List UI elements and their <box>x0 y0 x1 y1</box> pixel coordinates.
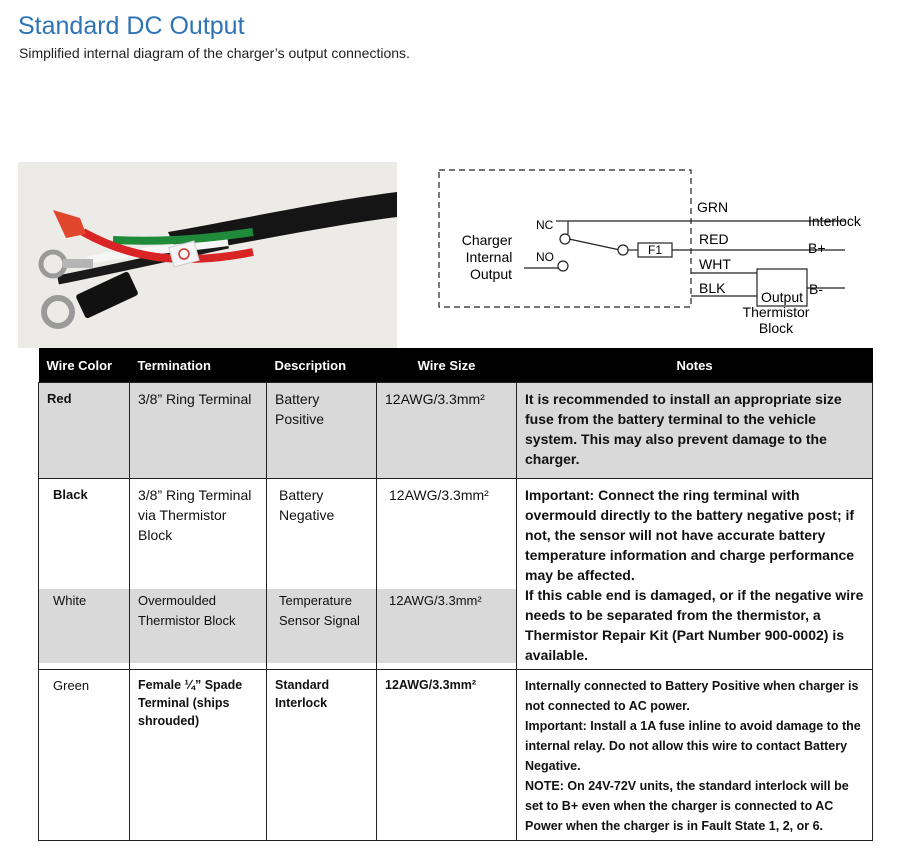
table-row <box>39 479 873 670</box>
cell-termination: 3/8” Ring Terminal via Thermistor Block <box>138 487 252 543</box>
table-row <box>39 383 873 479</box>
cell-color: Green <box>39 670 130 841</box>
cell-termination-group <box>130 479 267 670</box>
notes-green-1: Internally connected to Battery Positive when charger is not connected to AC power. <box>525 679 859 713</box>
wire-spec-table <box>38 348 873 841</box>
notes-green-3: NOTE: On 24V-72V units, the standard interlock will be set to B+ even when the charger is connected to AC Power when the charger is in Fault State 1, 2, or 6. <box>525 779 849 833</box>
header-description: Description <box>267 348 377 383</box>
notes-white: If this cable end is damaged, or if the negative wire needs to be separated from the thermistor, a Thermistor Repair Kit (Part Number 900-0002) is available. <box>525 587 864 663</box>
cell-description: Temperature Sensor Signal <box>267 589 376 663</box>
table-header-row <box>39 348 873 383</box>
cell-size-group <box>377 479 517 670</box>
cell-color: Red <box>39 383 130 479</box>
wire-red: RED <box>699 231 729 247</box>
charger-label-2: Internal <box>465 249 513 265</box>
fuse-label: F1 <box>647 243 663 257</box>
header-wire-color: Wire Color <box>39 348 130 383</box>
header-termination: Termination <box>130 348 267 383</box>
cell-color: Black <box>53 487 88 502</box>
wire-blk: BLK <box>699 280 726 296</box>
output-diagram <box>430 162 870 347</box>
wire-wht: WHT <box>699 256 731 272</box>
cell-color-group <box>39 479 130 670</box>
cell-termination: 3/8” Ring Terminal <box>130 383 267 479</box>
output-bminus: B- <box>809 281 823 297</box>
notes-green-2: Important: Install a 1A fuse inline to avoid damage to the internal relay. Do not allow this wire to contact Battery Negative. <box>525 719 861 773</box>
cell-description-group <box>267 479 377 670</box>
cell-notes: It is recommended to install an appropriate size fuse from the battery terminal to the vehicle system. This may also prevent damage to the charger. <box>517 383 873 479</box>
wire-grn: GRN <box>697 199 729 215</box>
cell-size: 12AWG/3.3mm² <box>377 670 517 841</box>
cell-notes <box>517 670 873 841</box>
cell-color: White <box>39 589 129 663</box>
thermistor-label-3: Block <box>758 320 794 336</box>
cell-description: Battery Positive <box>267 383 377 479</box>
cell-description: Standard Interlock <box>267 670 377 841</box>
thermistor-label-1: Output <box>760 289 804 305</box>
charger-label-3: Output <box>469 266 513 282</box>
cell-size: 12AWG/3.3mm² <box>377 383 517 479</box>
cell-size: 12AWG/3.3mm² <box>377 589 516 663</box>
header-notes: Notes <box>517 348 873 383</box>
cell-size: 12AWG/3.3mm² <box>389 487 489 503</box>
output-bplus: B+ <box>808 240 826 256</box>
cell-termination: Female ¼” Spade Terminal (ships shrouded) <box>130 670 267 841</box>
no-label: NO <box>536 250 554 264</box>
cell-termination: Overmoulded Thermistor Block <box>130 589 266 663</box>
nc-label: NC <box>536 218 554 232</box>
notes-black: Important: Connect the ring terminal with overmould directly to the battery negative post; if not, the sensor will not have accurate battery temperature information and charge performance may be affected. <box>525 487 855 583</box>
output-interlock: Interlock <box>808 213 861 229</box>
cell-notes <box>517 479 873 670</box>
cable-photo <box>18 162 397 348</box>
charger-label-1: Charger <box>461 232 513 248</box>
thermistor-label-2: Thermistor <box>742 304 810 320</box>
table-row <box>39 670 873 841</box>
page-subtitle: Simplified internal diagram of the charger’s output connections. <box>19 45 410 61</box>
cell-description: Battery Negative <box>279 487 335 523</box>
header-wire-size: Wire Size <box>377 348 517 383</box>
page-title: Standard DC Output <box>18 12 245 40</box>
